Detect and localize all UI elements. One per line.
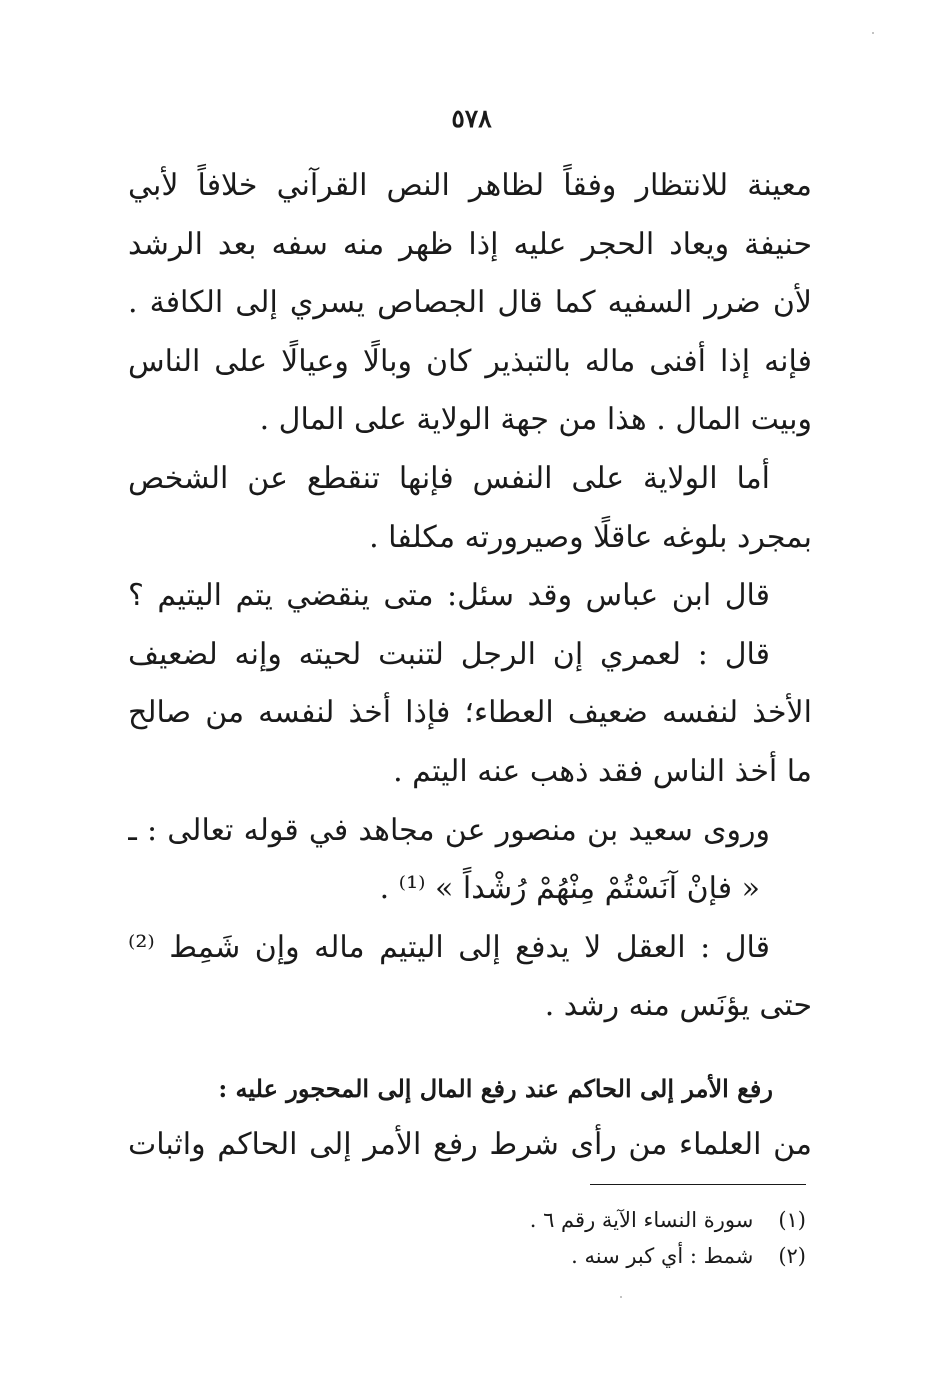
main-text xyxy=(128,157,812,1036)
text-line: بمجرد بلوغه عاقلًا وصيرورته مكلفا . xyxy=(369,519,812,555)
text-line: ما أخذ الناس فقد ذهب عنه اليتم . xyxy=(393,753,812,789)
text-line: وروى سعيد بن منصور عن مجاهد في قوله تعالى : ـ xyxy=(128,812,770,848)
footnote-number: (١) xyxy=(778,1208,806,1232)
main-text-continued xyxy=(128,1116,812,1175)
text-line: حنيفة ويعاد الحجر عليه إذا ظهر منه سفه بعد الرشد xyxy=(128,226,812,262)
footnotes xyxy=(300,1202,806,1274)
footnote-text: شمط : أي كبر سنه . xyxy=(571,1244,754,1268)
section-heading: رفع الأمر إلى الحاكم عند رفع المال إلى المحجور عليه : xyxy=(218,1074,773,1103)
text-line: من العلماء من رأى شرط رفع الأمر إلى الحاكم واثبات xyxy=(128,1127,812,1162)
text-line: لأن ضرر السفيه كما قال الجصاص يسري إلى الكافة . xyxy=(128,285,812,321)
scan-speck xyxy=(872,32,874,34)
quran-verse-line: « فإنْ آنَسْتُمْ مِنْهُمْ رُشْداً » ⁽¹⁾ . xyxy=(379,871,760,907)
text-line: قال : لعمري إن الرجل لتنبت لحيته وإنه لضعيف xyxy=(128,636,770,672)
text-line: الأخذ لنفسه ضعيف العطاء؛ فإذا أخذ لنفسه من صالح xyxy=(128,695,812,731)
text-line: قال ابن عباس وقد سئل: متى ينقضي يتم اليتيم ؟ xyxy=(128,578,770,614)
footnote xyxy=(300,1238,806,1274)
footnote-divider xyxy=(590,1184,806,1185)
text-line: وبيت المال . هذا من جهة الولاية على المال . xyxy=(259,402,812,438)
text-line: أما الولاية على النفس فإنها تنقطع عن الشخص xyxy=(128,460,770,496)
footnote xyxy=(300,1202,806,1238)
text-line: حتى يؤنَس منه رشد . xyxy=(544,988,812,1024)
text-line: قال : العقل لا يدفع إلى اليتيم ماله وإن شَمِط ⁽²⁾ xyxy=(128,929,770,965)
footnote-text: سورة النساء الآية رقم ٦ . xyxy=(529,1208,754,1232)
footnote-number: (٢) xyxy=(778,1244,806,1268)
text-line: معينة للانتظار وفقاً لظاهر النص القرآني خلافاً لأبي xyxy=(128,168,812,203)
text-line: فإنه إذا أفنى ماله بالتبذير كان وبالًا وعيالًا على الناس xyxy=(128,343,812,379)
page-number: ٥٧٨ xyxy=(451,104,492,133)
scan-speck xyxy=(620,1296,622,1298)
